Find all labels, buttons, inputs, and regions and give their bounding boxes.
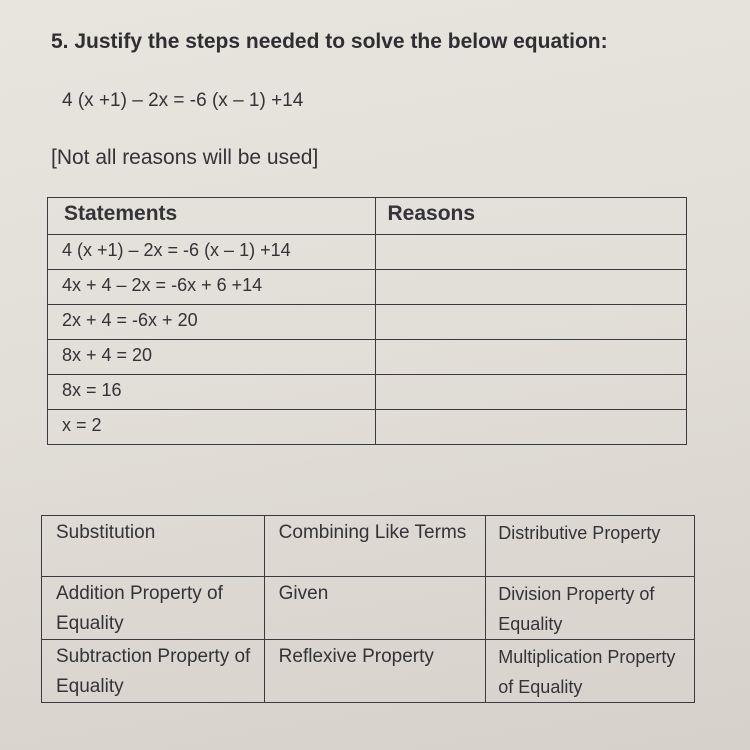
statement-cell: 4 (x +1) – 2x = -6 (x – 1) +14 (48, 235, 376, 270)
table-row (48, 340, 687, 375)
table-row (48, 305, 687, 340)
reason-option: Given (264, 577, 486, 640)
reason-bank-table (41, 515, 695, 703)
reason-option: Reflexive Property (264, 640, 486, 703)
question-prompt: 5. Justify the steps needed to solve the below equation: (51, 30, 608, 53)
reason-option: Division Property of Equality (486, 577, 695, 640)
table-row (48, 270, 687, 305)
table-row (48, 235, 687, 270)
reason-option: Multiplication Property of Equality (486, 640, 695, 703)
reasons-header: Reasons (375, 198, 686, 235)
statements-reasons-table (47, 197, 687, 445)
reason-bank-row (42, 640, 695, 703)
reason-bank-row (42, 577, 695, 640)
reason-cell[interactable] (375, 270, 686, 305)
instruction-note: [Not all reasons will be used] (51, 146, 319, 169)
reason-cell[interactable] (375, 340, 686, 375)
statement-cell: 8x + 4 = 20 (48, 340, 376, 375)
table-row (48, 410, 687, 445)
reason-cell[interactable] (375, 235, 686, 270)
reason-cell[interactable] (375, 305, 686, 340)
reason-option: Substitution (42, 516, 265, 577)
reason-option: Subtraction Property of Equality (42, 640, 265, 703)
statement-cell: 4x + 4 – 2x = -6x + 6 +14 (48, 270, 376, 305)
statements-header: Statements (48, 198, 376, 235)
reason-bank-row (42, 516, 695, 577)
statement-cell: 8x = 16 (48, 375, 376, 410)
reason-option: Distributive Property (486, 516, 695, 577)
reason-cell[interactable] (375, 410, 686, 445)
statement-cell: x = 2 (48, 410, 376, 445)
table-row (48, 375, 687, 410)
statement-cell: 2x + 4 = -6x + 20 (48, 305, 376, 340)
reason-option: Addition Property of Equality (42, 577, 265, 640)
reason-option: Combining Like Terms (264, 516, 486, 577)
equation: 4 (x +1) – 2x = -6 (x – 1) +14 (62, 90, 304, 111)
reason-cell[interactable] (375, 375, 686, 410)
table-header-row (48, 198, 687, 235)
